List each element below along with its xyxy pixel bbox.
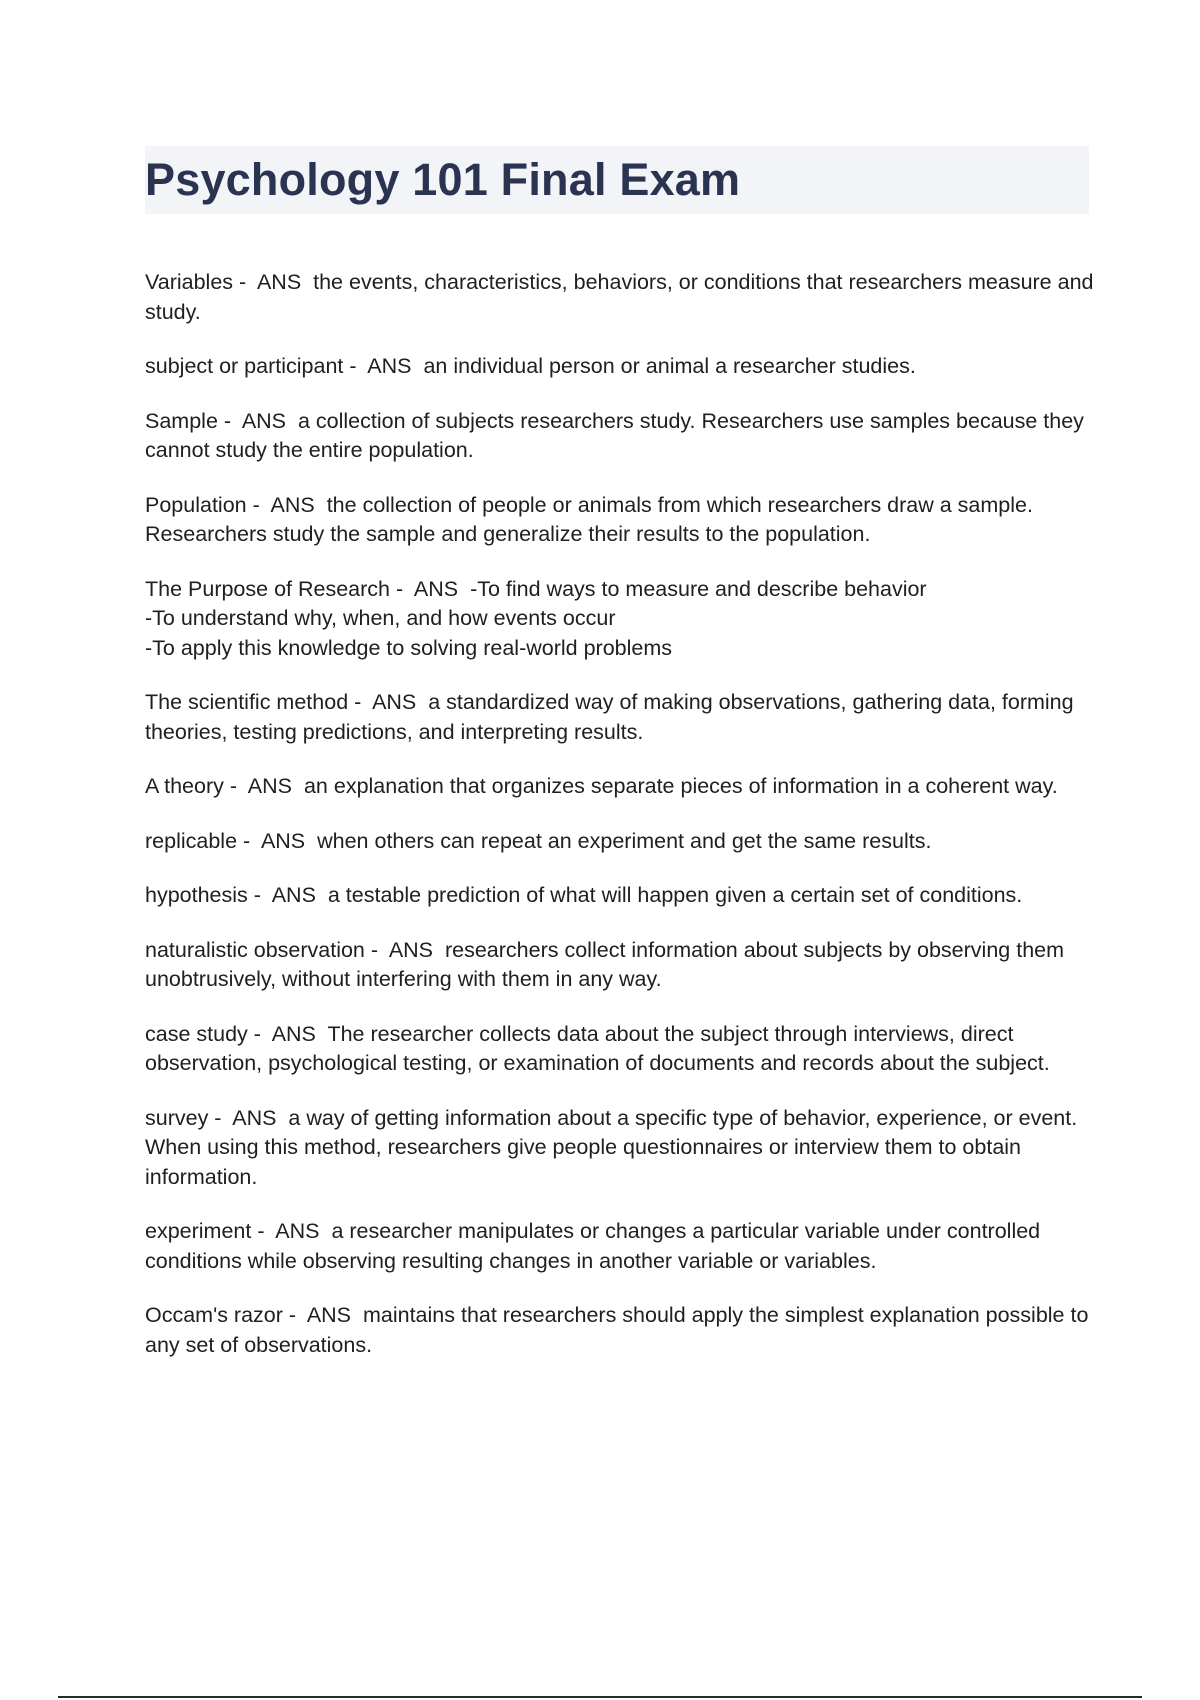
- title-banner: [145, 146, 1089, 214]
- entry-separator: -: [246, 492, 271, 517]
- answer-marker: ANS: [241, 408, 287, 433]
- entry-term: subject or participant: [145, 354, 344, 378]
- entry-definition: a way of getting information about a specific type of behavior, experience, or event. When using this method, researchers give people questionnaires or interview them to obtain information.: [145, 1105, 1078, 1189]
- entry-separator: -: [364, 937, 389, 962]
- definition-entry: [145, 1104, 1095, 1193]
- answer-marker: ANS: [271, 883, 316, 907]
- definition-entry: [145, 352, 1095, 382]
- answer-marker: ANS: [247, 774, 293, 798]
- answer-marker: ANS: [367, 354, 412, 378]
- entry-first-line: [145, 1104, 1095, 1193]
- entry-definition: a standardized way of making observations, gathering data, forming theories, testing predictions, and interpreting results.: [145, 690, 1074, 744]
- entry-definition: the events, characteristics, behaviors, or conditions that researchers measure and study.: [145, 270, 1094, 324]
- entry-term: replicable: [145, 828, 238, 853]
- entry-term: naturalistic observation: [145, 937, 365, 962]
- entry-definition: the collection of people or animals from which researchers draw a sample. Researchers study the sample and generalize their results to the population.: [145, 492, 1033, 546]
- entry-definition: researchers collect information about subjects by observing them unobtrusively, without interfering with them in any way.: [145, 937, 1065, 991]
- entry-term: experiment: [145, 1219, 252, 1243]
- entry-separator: -: [343, 354, 368, 378]
- definition-entry: [145, 268, 1095, 327]
- entry-term: Occam's razor: [145, 1303, 283, 1327]
- entry-first-line: [145, 491, 1095, 550]
- answer-marker: ANS: [260, 828, 306, 853]
- entry-separator: -: [390, 576, 414, 601]
- answer-marker: ANS: [270, 492, 315, 517]
- answer-marker: ANS: [413, 576, 459, 601]
- entry-separator: -: [233, 270, 257, 294]
- entry-term: case study: [145, 1021, 248, 1046]
- answer-marker: ANS: [275, 1219, 320, 1243]
- page-title: Psychology 101 Final Exam: [145, 154, 741, 205]
- entry-term: survey: [145, 1105, 209, 1130]
- entry-separator: -: [208, 1105, 233, 1130]
- definition-entry: [145, 772, 1095, 802]
- entry-first-line: [145, 936, 1095, 995]
- entry-separator: -: [282, 1303, 307, 1327]
- definition-entry: [145, 1217, 1095, 1276]
- entry-first-line: [145, 1020, 1095, 1079]
- definition-entry: [145, 407, 1095, 466]
- entry-first-line: [145, 1217, 1095, 1276]
- entry-term: Sample: [145, 408, 218, 433]
- entry-separator: -: [223, 774, 248, 798]
- entry-first-line: [145, 688, 1095, 747]
- definition-entry: [145, 1301, 1095, 1360]
- entry-definition: The researcher collects data about the subject through interviews, direct observation, psychological testing, or examination of documents and records about the subject.: [145, 1021, 1050, 1075]
- entry-separator: -: [251, 1219, 276, 1243]
- entry-first-line: [145, 772, 1095, 802]
- entry-definition: a testable prediction of what will happen given a certain set of conditions.: [327, 883, 1023, 907]
- definition-entry: [145, 936, 1095, 995]
- entry-definition: a collection of subjects researchers study. Researchers use samples because they cannot study the entire population.: [145, 408, 1084, 462]
- answer-marker: ANS: [372, 690, 417, 714]
- entry-separator: -: [217, 408, 242, 433]
- definition-entry: [145, 1020, 1095, 1079]
- entry-first-line: [145, 352, 1095, 382]
- answer-marker: ANS: [306, 1303, 352, 1327]
- entry-separator: -: [348, 690, 373, 714]
- definition-entry: [145, 575, 1095, 664]
- entry-first-line: [145, 268, 1095, 327]
- answer-marker: ANS: [271, 1021, 316, 1046]
- entry-term: Population: [145, 492, 247, 517]
- entry-first-line: [145, 407, 1095, 466]
- entry-definition: an individual person or animal a researcher studies.: [423, 354, 916, 378]
- entry-definition: an explanation that organizes separate pieces of information in a coherent way.: [303, 774, 1058, 798]
- entry-extra-line: -To apply this knowledge to solving real-world problems: [145, 635, 673, 660]
- entry-term: Variables: [145, 270, 234, 294]
- entry-term: hypothesis: [145, 883, 248, 907]
- entry-definition: -To find ways to measure and describe behavior: [470, 576, 927, 601]
- entry-separator: -: [247, 1021, 272, 1046]
- entry-definition: maintains that researchers should apply the simplest explanation possible to any set of observations.: [145, 1303, 1089, 1357]
- definition-list: [145, 268, 1095, 1385]
- entry-term: The Purpose of Research: [145, 576, 390, 601]
- answer-marker: ANS: [256, 270, 302, 294]
- entry-separator: -: [247, 883, 272, 907]
- definition-entry: [145, 688, 1095, 747]
- entry-extra-line: -To understand why, when, and how events occur: [145, 606, 616, 630]
- entry-first-line: [145, 1301, 1095, 1360]
- entry-first-line: [145, 881, 1095, 911]
- footer-divider: [58, 1696, 1142, 1698]
- entry-first-line: [145, 827, 1095, 857]
- entry-separator: -: [237, 828, 261, 853]
- entry-term: The scientific method: [145, 690, 349, 714]
- definition-entry: [145, 491, 1095, 550]
- definition-entry: [145, 881, 1095, 911]
- definition-entry: [145, 827, 1095, 857]
- entry-definition: a researcher manipulates or changes a particular variable under controlled conditions while observing resulting changes in another variable or variables.: [145, 1219, 1041, 1273]
- entry-first-line: [145, 575, 1095, 605]
- answer-marker: ANS: [388, 937, 434, 962]
- entry-term: A theory: [145, 774, 224, 798]
- answer-marker: ANS: [232, 1105, 277, 1130]
- entry-definition: when others can repeat an experiment and get the same results.: [317, 828, 932, 853]
